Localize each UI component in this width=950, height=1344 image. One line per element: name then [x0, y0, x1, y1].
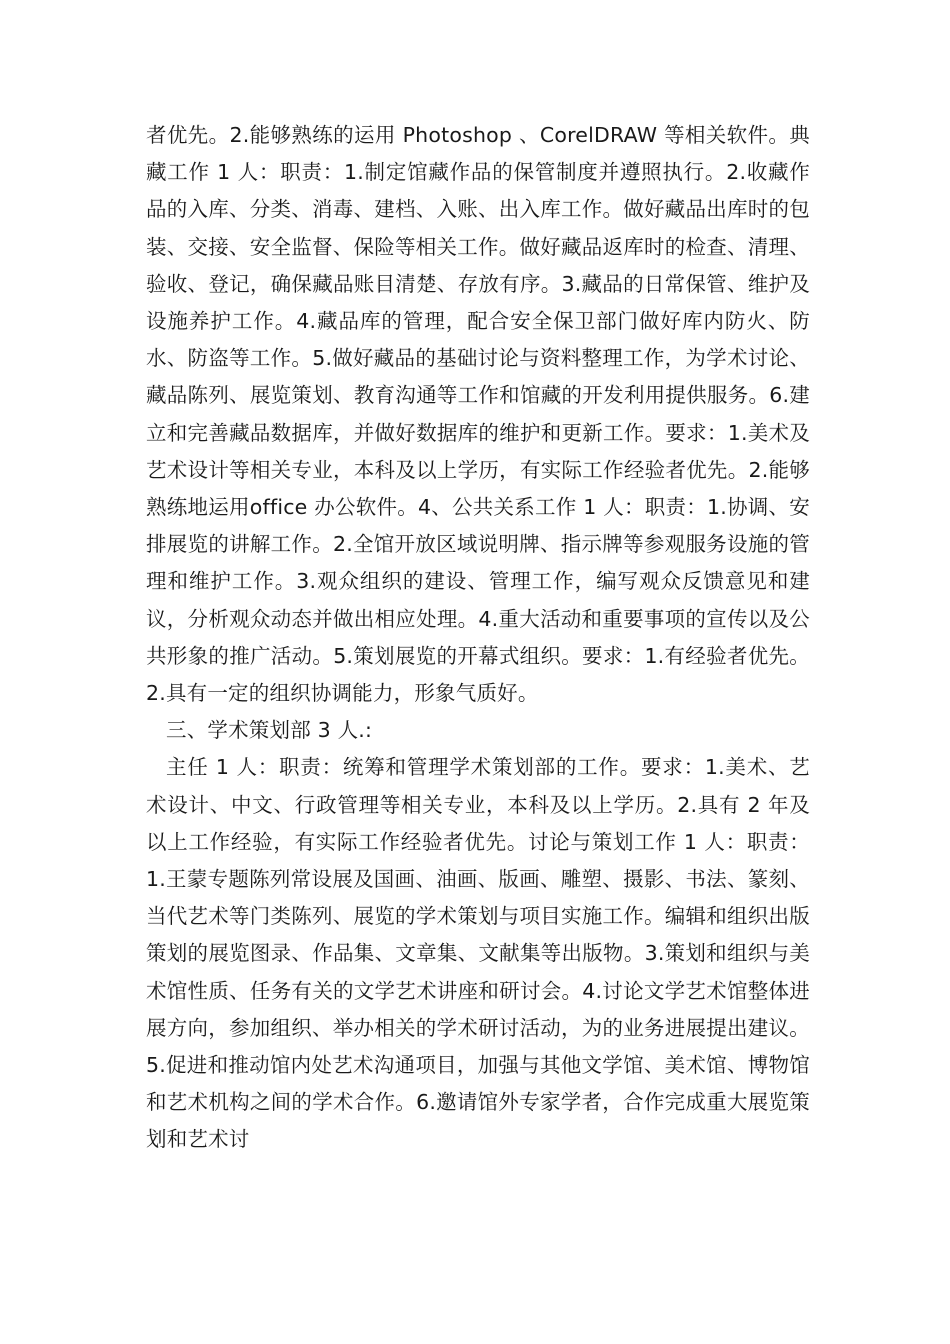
document-body — [146, 117, 810, 1159]
paragraph-collection-duties: 者优先。2.能够熟练的运用 Photoshop 、CorelDRAW 等相关软件。典藏工作 1 人：职责：1.制定馆藏作品的保管制度并遵照执行。2.收藏作品的入库、分类、消毒、建档、入账、出入库工作。做好藏品出库时的包装、交接、安全监督、保险等相关工作。做好藏品返库时的检查、清理、验收、登记，确保藏品账目清楚、存放有序。3.藏品的日常保管、维护及设施养护工作。4.藏品库的管理，配合安全保卫部门做好库内防火、防水、防盗等工作。5.做好藏品的基础讨论与资料整理工作，为学术讨论、藏品陈列、展览策划、教育沟通等工作和馆藏的开发利用提供服务。6.建立和完善藏品数据库，并做好数据库的维护和更新工作。要求：1.美术及艺术设计等相关专业，本科及以上学历，有实际工作经验者优先。2.能够熟练地运用office 办公软件。4、公共关系工作 1 人：职责：1.协调、安排展览的讲解工作。2.全馆开放区域说明牌、指示牌等参观服务设施的管理和维护工作。3.观众组织的建设、管理工作，编写观众反馈意见和建议，分析观众动态并做出相应处理。4.重大活动和重要事项的宣传以及公共形象的推广活动。5.策划展览的开幕式组织。要求：1.有经验者优先。2.具有一定的组织协调能力，形象气质好。 — [146, 123, 810, 706]
paragraph-academic-planning-duties: 主任 1 人：职责：统筹和管理学术策划部的工作。要求：1.美术、艺术设计、中文、行政管理等相关专业，本科及以上学历。2.具有 2 年及以上工作经验，有实际工作经验者优先。讨论与策划工作 1 人：职责：1.王蒙专题陈列常设展及国画、油画、版画、雕塑、摄影、书法、篆刻、当代艺术等门类陈列、展览的学术策划与项目实施工作。编辑和组织出版策划的展览图录、作品集、文章集、文献集等出版物。3.策划和组织与美术馆性质、任务有关的文学艺术讲座和研讨会。4.讨论文学艺术馆整体进展方向，参加组织、举办相关的学术研讨活动，为的业务进展提出建议。5.促进和推动馆内处艺术沟通项目，加强与其他文学馆、美术馆、博物馆和艺术机构之间的学术合作。6.邀请馆外专家学者，合作完成重大展览策划和艺术讨 — [146, 755, 810, 1152]
section-heading-academic-planning: 三、学术策划部 3 人.: — [166, 718, 373, 743]
